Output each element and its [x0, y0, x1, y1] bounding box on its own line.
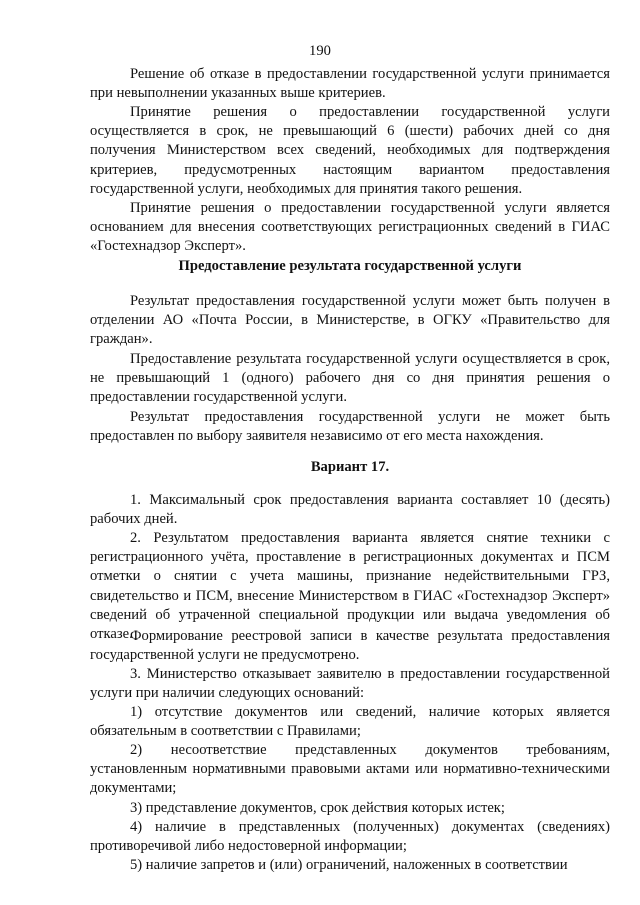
- paragraph: Результат предоставления государственной услуги не может быть предоставлен по выбору заявителя независимо от его места нахождения.: [90, 409, 610, 445]
- list-item: 2) несоответствие представленных документов требованиям, установленным нормативными правовыми актами или нормативно-техническими документами;: [90, 742, 610, 797]
- list-item: 1) отсутствие документов или сведений, наличие которых является обязательным в соответствии с Правилами;: [90, 704, 610, 740]
- list-item: 4) наличие в представленных (полученных) документах (сведениях) противоречивой либо недостоверной информации;: [90, 819, 610, 855]
- paragraph: Решение об отказе в предоставлении государственной услуги принимается при невыполнении указанных выше критериев.: [90, 66, 610, 102]
- list-item: 3) представление документов, срок действия которых истек;: [130, 800, 505, 816]
- list-item: 3. Министерство отказывает заявителю в предоставлении государственной услуги при наличии следующих оснований:: [90, 666, 610, 702]
- page-number: 190: [309, 43, 331, 59]
- paragraph: Результат предоставления государственной услуги может быть получен в отделении АО «Почта России, в Министерстве, в ОГКУ «Правительство для граждан».: [90, 293, 610, 348]
- paragraph: Предоставление результата государственной услуги осуществляется в срок, не превышающий 1 (одного) рабочего дня со дня принятия решения о предоставлении государственной услуги.: [90, 351, 610, 406]
- list-item: 5) наличие запретов и (или) ограничений, наложенных в соответствии: [130, 857, 568, 873]
- section-heading: Вариант 17.: [310, 459, 390, 475]
- paragraph: Принятие решения о предоставлении государственной услуги осуществляется в срок, не превышающий 6 (шести) рабочих дней со дня получения Министерством всех сведений, необходимых для подтверждения критериев, предусмотренных настоящим вариантом предоставления государственной услуги, необходимых для принятия такого решения.: [90, 104, 610, 197]
- paragraph: Принятие решения о предоставлении государственной услуги является основанием для внесения соответствующих регистрационных сведений в ГИАС «Гостехнадзор Эксперт».: [90, 200, 610, 255]
- paragraph: Формирование реестровой записи в качестве результата предоставления государственной услуги не предусмотрено.: [90, 628, 610, 664]
- section-heading: Предоставление результата государственной услуги: [178, 258, 522, 274]
- list-item: 1. Максимальный срок предоставления варианта составляет 10 (десять) рабочих дней.: [90, 492, 610, 528]
- list-item: 2. Результатом предоставления варианта является снятие техники с регистрационного учёта, проставление в регистрационных документах и ПСМ отметки о снятии с учета машины, признание недействительными ГРЗ, свидетельство и ПСМ, внесение Министерством в ГИАС «Гостехнадзор Эксперт» сведений об утраченной специальной продукции или выдача уведомления об отказе.: [90, 530, 610, 643]
